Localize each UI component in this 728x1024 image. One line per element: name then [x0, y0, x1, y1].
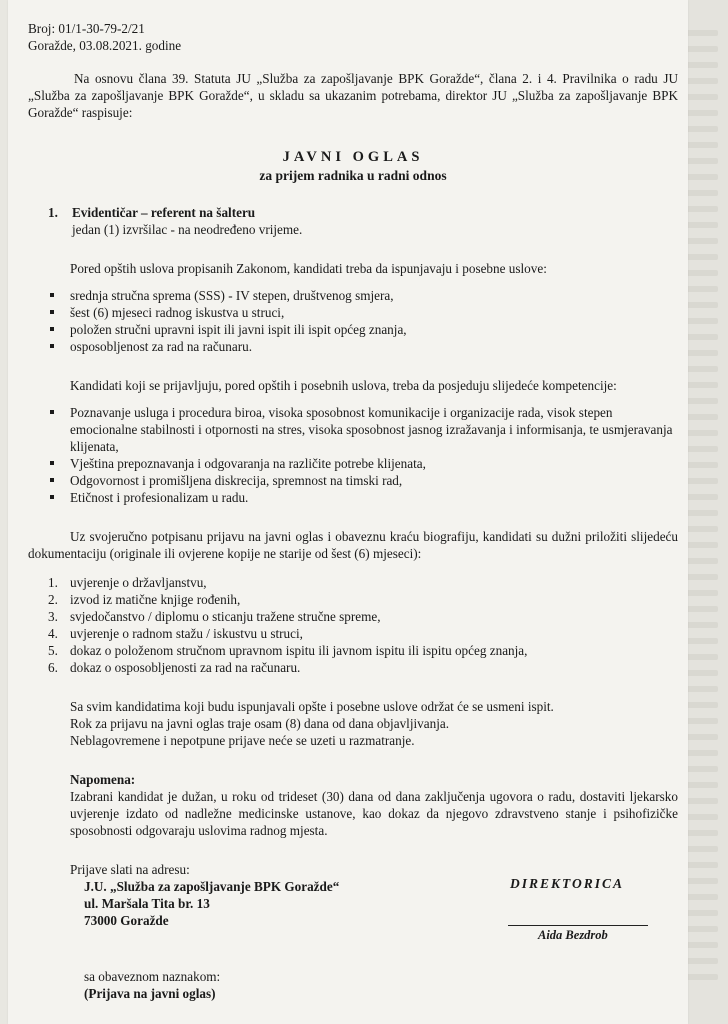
item-number: 6.	[48, 660, 58, 675]
list-item	[48, 625, 678, 642]
list-item: osposobljenost za rad na računaru.	[70, 338, 678, 355]
note-line: Rok za prijavu na javni oglas traje osam (8) dana od dana objavljivanja.	[70, 716, 450, 731]
competencies-list	[28, 404, 678, 506]
list-item	[48, 574, 678, 591]
notes-block	[28, 698, 678, 749]
list-item: Vještina prepoznavanja i odgovaranja na različite potrebe klijenata,	[70, 455, 678, 472]
mark-value: (Prijava na javni oglas)	[84, 986, 216, 1001]
item-text: izvod iz matične knjige rođenih,	[70, 592, 241, 607]
item-text: svjedočanstvo / diplomu o sticanju tražene stručne spreme,	[70, 609, 381, 624]
documents-list	[28, 574, 678, 676]
list-item	[48, 591, 678, 608]
list-item: Poznavanje usluga i procedura biroa, visoka sposobnost komunikacije i organizacije rada, visok stepen emocionalne stabilnosti i otpornosti na stres, visoka sposobnost jasnog izražavanja i informisanja, te usmjeravanja klijenata,	[70, 404, 678, 455]
item-number: 3.	[48, 609, 58, 624]
conditions-list	[28, 287, 678, 355]
list-item: položen stručni upravni ispit ili javni ispit ili ispit općeg znanja,	[70, 321, 678, 338]
list-item: srednja stručna sprema (SSS) - IV stepen, društvenog smjera,	[70, 287, 678, 304]
item-number: 4.	[48, 626, 58, 641]
address-line: ul. Maršala Tita br. 13	[84, 896, 210, 911]
position-number: 1.	[48, 205, 58, 220]
item-text: uvjerenje o državljanstvu,	[70, 575, 207, 590]
position-detail: jedan (1) izvršilac - na neodređeno vrijeme.	[72, 222, 303, 237]
place-date: Goražde, 03.08.2021. godine	[28, 38, 182, 53]
list-item: šest (6) mjeseci radnog iskustva u struci,	[70, 304, 678, 321]
address-line: 73000 Goražde	[84, 913, 169, 928]
list-item	[48, 659, 678, 676]
documents-intro: Uz svojeručno potpisanu prijavu na javni oglas i obaveznu kraću biografiju, kandidati su dužni priložiti slijedeću dokumentaciju (originale ili ovjerene kopije ne starije od šest (6) mjeseci):	[28, 529, 678, 561]
competencies-intro: Kandidati koji se prijavljuju, pored opštih i posebnih uslova, treba da posjeduju slijedeće kompetencije:	[70, 378, 617, 393]
note-line: Sa svim kandidatima koji budu ispunjavali opšte i posebne uslove održat će se usmeni ispit.	[70, 699, 554, 714]
intro-paragraph: Na osnovu člana 39. Statuta JU „Služba za zapošljavanje BPK Goražde“, člana 2. i 4. Pravilnika o radu JU „Služba za zapošljavanje BPK Goražde“, u skladu sa ukazanim potrebama, direktor JU „Služba za zapošljavanje BPK Goražde“ raspisuje:	[28, 71, 678, 120]
item-number: 1.	[48, 575, 58, 590]
address-line: J.U. „Služba za zapošljavanje BPK Goražde“	[84, 879, 340, 894]
notice-subtitle: za prijem radnika u radni odnos	[259, 168, 447, 183]
remark-block	[28, 771, 678, 839]
signature-name: Aida Bezdrob	[538, 928, 608, 942]
notice-body	[28, 20, 678, 878]
mark-label: sa obaveznom naznakom:	[84, 969, 221, 984]
conditions-intro: Pored opštih uslova propisanih Zakonom, kandidati treba da ispunjavaju i posebne uslove:	[70, 261, 547, 276]
item-number: 5.	[48, 643, 58, 658]
list-item	[48, 642, 678, 659]
position-item	[28, 204, 678, 238]
item-text: dokaz o položenom stručnom upravnom ispitu ili javnom ispitu ili ispitu općeg znanja,	[70, 643, 528, 658]
send-to-label: Prijave slati na adresu:	[70, 862, 190, 877]
note-line: Neblagovremene i nepotpune prijave neće se uzeti u razmatranje.	[70, 733, 415, 748]
list-item: Etičnost i profesionalizam u radu.	[70, 489, 678, 506]
mark-block	[84, 968, 220, 1002]
list-item	[48, 608, 678, 625]
item-text: uvjerenje o radnom stažu / iskustvu u struci,	[70, 626, 303, 641]
notice-title: JAVNI OGLAS	[282, 149, 424, 165]
signature-role: DIREKTORICA	[510, 876, 625, 891]
job-notice	[8, 0, 688, 1024]
remark-text: Izabrani kandidat je dužan, u roku od trideset (30) dana od dana zaključenja ugovora o radu, dostaviti ljekarsko uvjerenje izdato od nadležne medicinske ustanove, kao dokaz da njegovo zdravstveno stanje i psihofizičke sposobnosti odgovaraju uslovima radnog mjesta.	[70, 789, 678, 838]
list-item: Odgovornost i promišljena diskrecija, spremnost na timski rad,	[70, 472, 678, 489]
remark-title: Napomena:	[70, 772, 136, 787]
position-name: Evidentičar – referent na šalteru	[72, 205, 256, 220]
item-text: dokaz o osposobljenosti za rad na računaru.	[70, 660, 301, 675]
item-number: 2.	[48, 592, 58, 607]
document-number: Broj: 01/1-30-79-2/21	[28, 21, 145, 36]
signature-line	[508, 925, 648, 926]
address-block	[84, 878, 339, 929]
